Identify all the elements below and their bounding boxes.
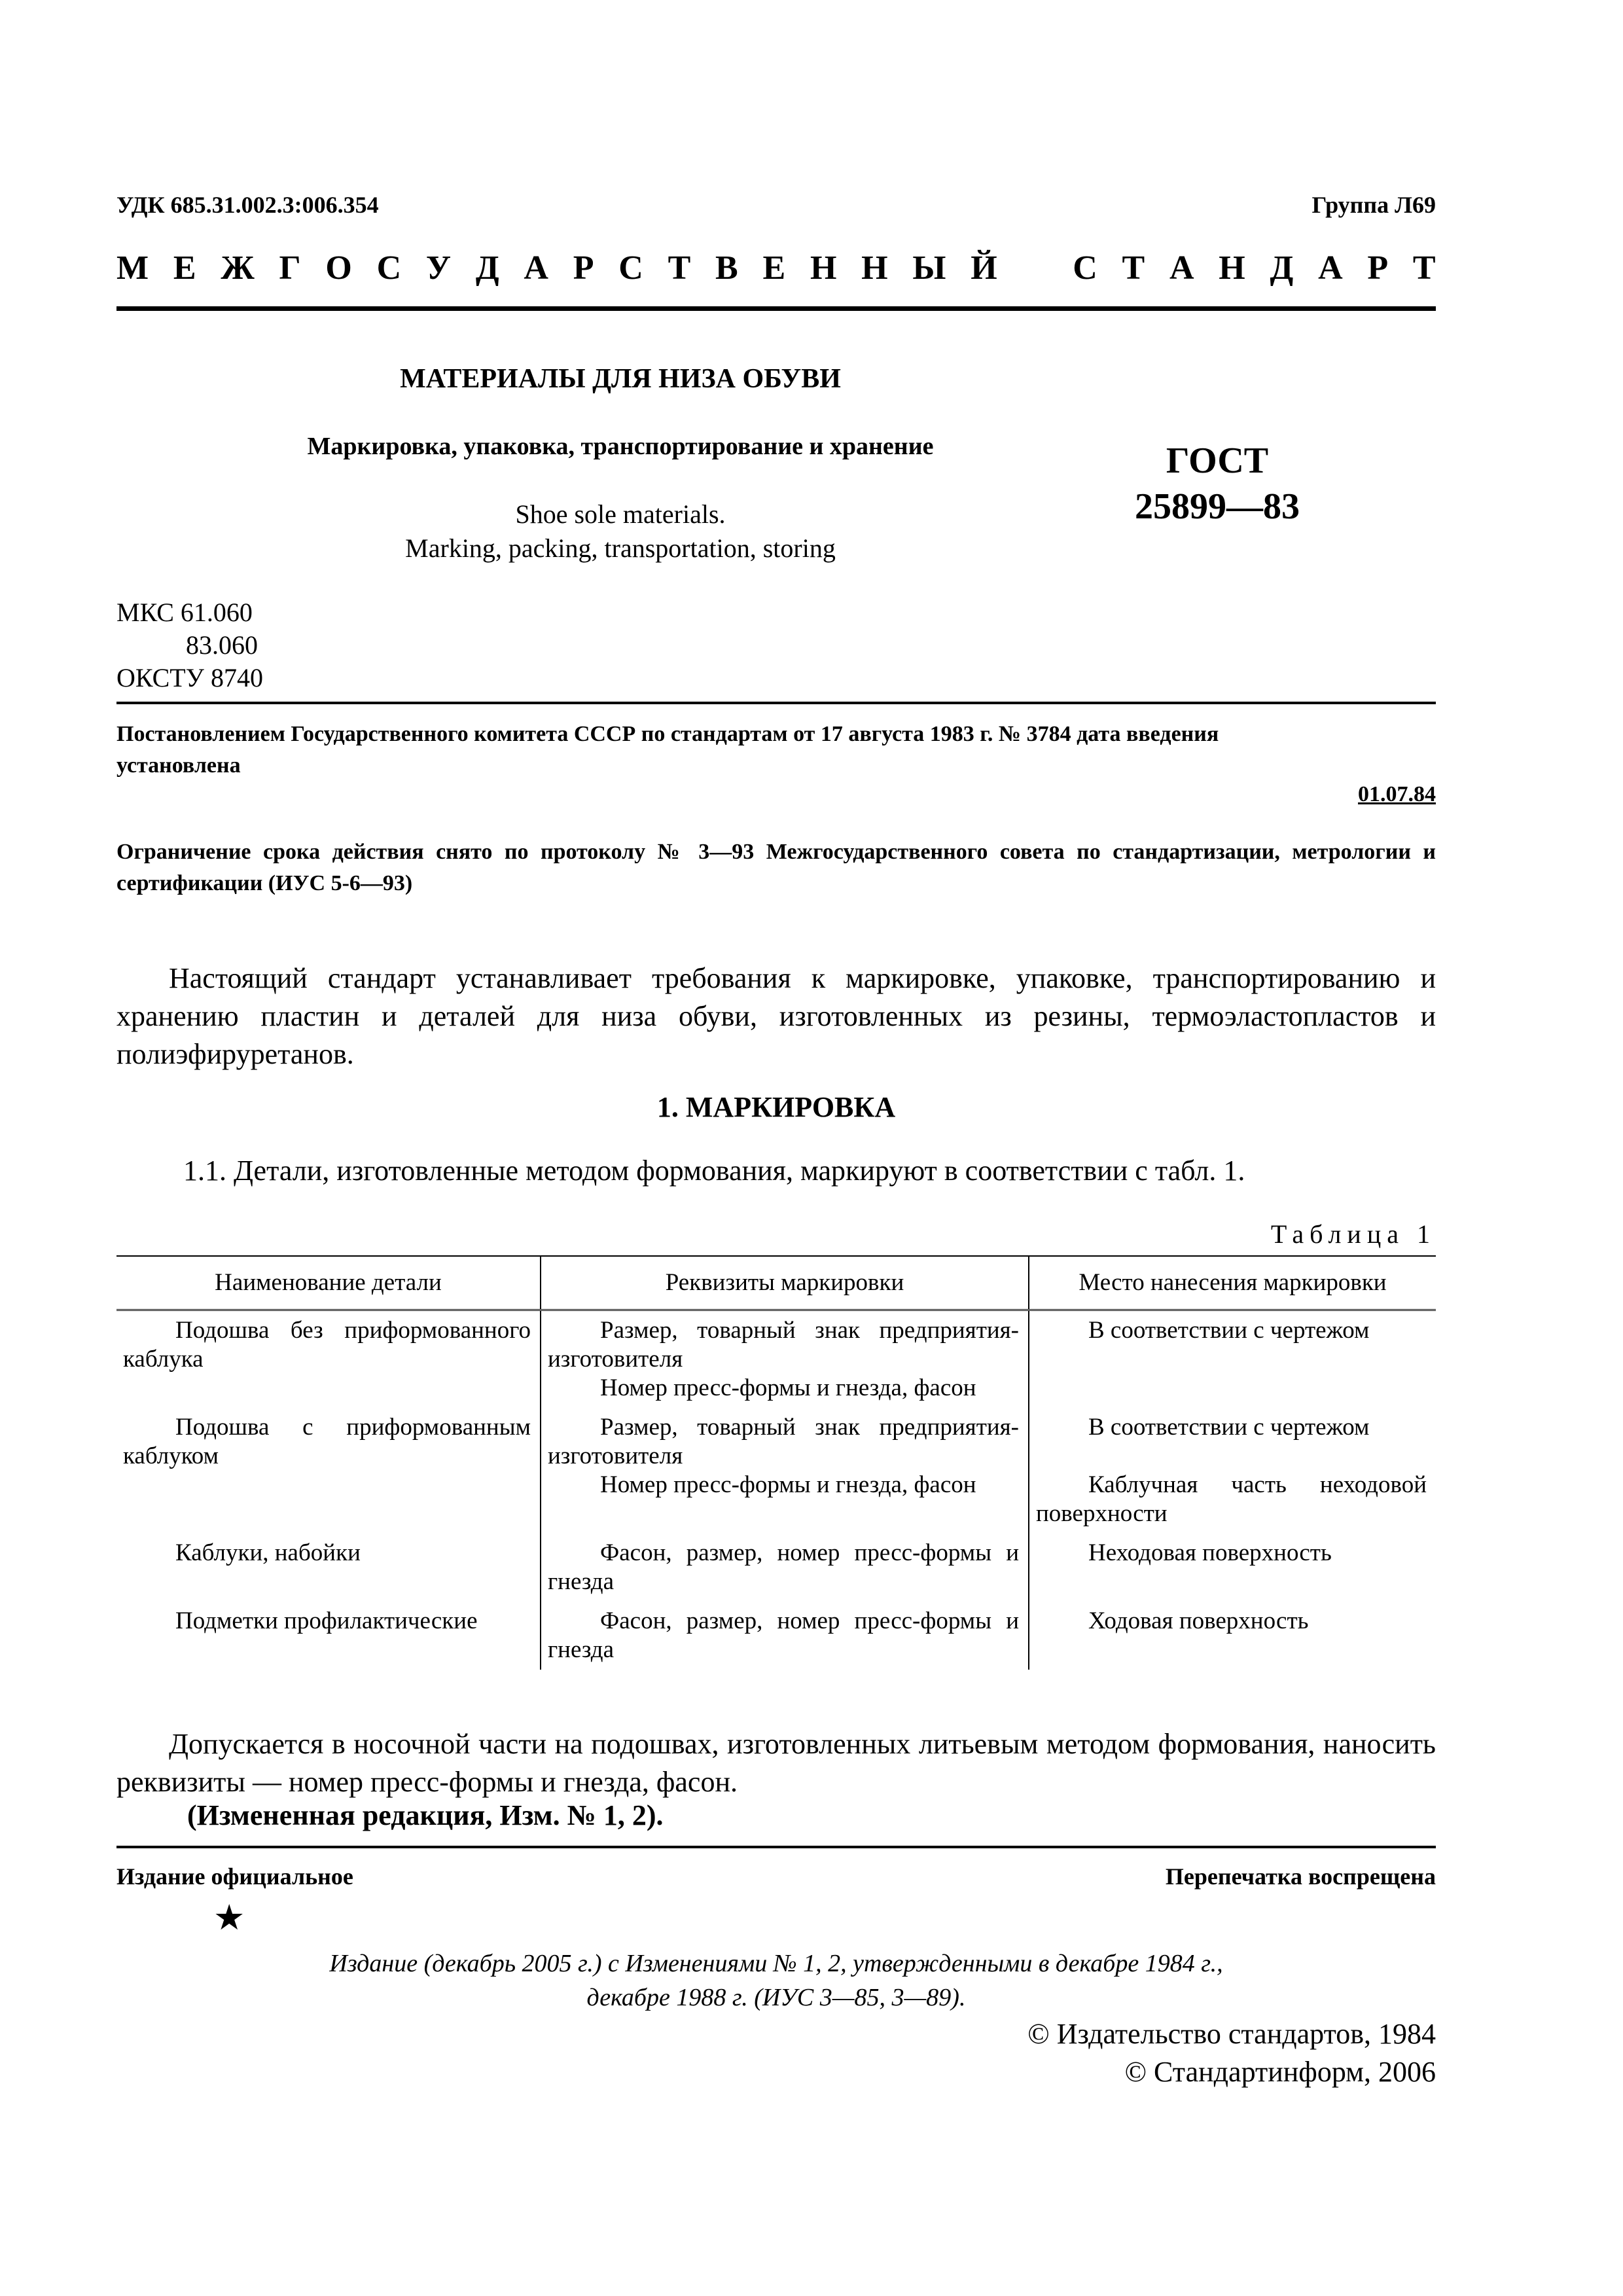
column-header: Место нанесения маркировки bbox=[1029, 1256, 1436, 1310]
part-name: Подошва с приформованным каблуком bbox=[123, 1414, 531, 1469]
banner-letter: А bbox=[524, 249, 548, 287]
banner-letter bbox=[1022, 249, 1048, 287]
marking-place: Неходовая поверхность bbox=[1088, 1539, 1332, 1566]
banner-letter: Т bbox=[1412, 249, 1436, 287]
banner-letter: Р bbox=[573, 249, 594, 287]
banner-letter: М bbox=[116, 249, 149, 287]
marking-requisites: Номер пресс-формы и гнезда, фасон bbox=[600, 1471, 976, 1498]
banner-letter: С bbox=[618, 249, 643, 287]
marking-table bbox=[116, 1255, 1436, 1670]
marking-place: В соответствии с чертежом bbox=[1088, 1414, 1370, 1441]
document-subtitle: Маркировка, упаковка, транспортирование и хранение bbox=[307, 433, 934, 460]
marking-requisites: Размер, товарный знак предприятия-изготовителя bbox=[548, 1414, 1019, 1469]
table-row bbox=[116, 1602, 1436, 1670]
banner-letter: А bbox=[1318, 249, 1343, 287]
part-name: Каблуки, набойки bbox=[175, 1539, 361, 1566]
marking-place: Каблучная часть неходовой поверхности bbox=[1036, 1471, 1427, 1527]
official-edition-label: Издание официальное bbox=[116, 1863, 353, 1890]
banner-letter: Е bbox=[173, 249, 196, 287]
marking-requisites: Номер пресс-формы и гнезда, фасон bbox=[600, 1374, 976, 1401]
banner-letter: Г bbox=[279, 249, 301, 287]
sole-note-paragraph: Допускается в носочной части на подошвах, изготовленных литьевым методом формования, наносить реквизиты — номер пресс-формы и гнезда, фасон. bbox=[116, 1728, 1436, 1798]
marking-place: Ходовая поверхность bbox=[1088, 1607, 1309, 1634]
english-title-line1: Shoe sole materials. bbox=[515, 499, 726, 529]
banner-letter: С bbox=[376, 249, 402, 287]
reprint-prohibited-label: Перепечатка воспрещена bbox=[1165, 1863, 1436, 1890]
marking-requisites: Фасон, размер, номер пресс-формы и гнезда bbox=[548, 1607, 1019, 1663]
table-caption: Таблица 1 bbox=[1270, 1219, 1436, 1249]
edition-note-line2: декабре 1988 г. (ИУС 3—85, 3—89). bbox=[586, 1984, 966, 2011]
document-title: МАТЕРИАЛЫ ДЛЯ НИЗА ОБУВИ bbox=[400, 364, 841, 394]
mks-code-2: 83.060 bbox=[186, 630, 258, 660]
table-row bbox=[116, 1408, 1436, 1534]
mks-code-1: МКС 61.060 bbox=[116, 598, 253, 627]
intro-paragraph: Настоящий стандарт устанавливает требования к маркировке, упаковке, транспортированию и хранению пластин и деталей для низа обуви, изготовленных из резины, термоэластопластов и полиэфируретанов. bbox=[116, 962, 1436, 1070]
marking-requisites: Фасон, размер, номер пресс-формы и гнезда bbox=[548, 1539, 1019, 1595]
banner-letter: С bbox=[1073, 249, 1097, 287]
classifier-rule bbox=[116, 702, 1436, 704]
amendment-note: (Измененная редакция, Изм. № 1, 2). bbox=[187, 1799, 664, 1831]
okstu-code: ОКСТУ 8740 bbox=[116, 663, 264, 692]
part-name: Подметки профилактические bbox=[175, 1607, 478, 1634]
banner-letter: Т bbox=[1122, 249, 1145, 287]
banner-letter: Р bbox=[1367, 249, 1389, 287]
banner-letter: В bbox=[715, 249, 738, 287]
banner-letter: Е bbox=[762, 249, 786, 287]
banner-letter: Н bbox=[810, 249, 837, 287]
copyright-1984: © Издательство стандартов, 1984 bbox=[1027, 2018, 1436, 2050]
decree-line2: установлена bbox=[116, 753, 241, 778]
banner-letter: Ж bbox=[221, 249, 255, 287]
star-icon: ★ bbox=[213, 1898, 245, 1937]
banner-letter: Ы bbox=[912, 249, 946, 287]
gost-number: 25899—83 bbox=[1135, 486, 1300, 527]
section-heading-marking: 1. МАРКИРОВКА bbox=[656, 1091, 896, 1123]
banner-letter: Н bbox=[861, 249, 888, 287]
copyright-2006: © Стандартинформ, 2006 bbox=[1124, 2056, 1436, 2088]
banner-letter: Т bbox=[668, 249, 691, 287]
header-thick-rule bbox=[116, 306, 1436, 311]
interstate-standard-banner bbox=[116, 249, 1436, 287]
gost-label: ГОСТ bbox=[1166, 440, 1269, 481]
table-header-row bbox=[116, 1256, 1436, 1310]
group-code: Группа Л69 bbox=[1311, 192, 1436, 218]
banner-letter: О bbox=[325, 249, 352, 287]
marking-place: В соответствии с чертежом bbox=[1088, 1317, 1370, 1344]
table-row bbox=[116, 1534, 1436, 1602]
banner-letter: Д bbox=[475, 249, 499, 287]
clause-1-1: 1.1. Детали, изготовленные методом формования, маркируют в соответствии с табл. 1. bbox=[183, 1155, 1245, 1187]
introduction-date: 01.07.84 bbox=[1358, 782, 1436, 806]
column-header: Реквизиты маркировки bbox=[541, 1256, 1029, 1310]
edition-note-line1: Издание (декабрь 2005 г.) с Изменениями № 1, 2, утвержденными в декабре 1984 г., bbox=[329, 1950, 1223, 1977]
banner-letter: Д bbox=[1270, 249, 1294, 287]
banner-letter: У bbox=[425, 249, 452, 287]
column-header: Наименование детали bbox=[116, 1256, 541, 1310]
footer-rule bbox=[116, 1846, 1436, 1848]
table-row bbox=[116, 1310, 1436, 1408]
english-title-line2: Marking, packing, transportation, storing bbox=[405, 533, 836, 563]
part-name: Подошва без приформованного каблука bbox=[123, 1317, 531, 1372]
restriction-note: Ограничение срока действия снято по протоколу № 3—93 Межгосударственного совета по стандартизации, метрологии и сертификации (ИУС 5-6—93) bbox=[116, 840, 1436, 895]
banner-letter: А bbox=[1169, 249, 1194, 287]
udk-code: УДК 685.31.002.3:006.354 bbox=[116, 192, 379, 218]
marking-requisites: Размер, товарный знак предприятия-изготовителя bbox=[548, 1317, 1019, 1372]
decree-line1: Постановлением Государственного комитета СССР по стандартам от 17 августа 1983 г. № 3784 дата введения bbox=[116, 722, 1219, 746]
banner-letter: Н bbox=[1219, 249, 1245, 287]
banner-letter: Й bbox=[971, 249, 997, 287]
